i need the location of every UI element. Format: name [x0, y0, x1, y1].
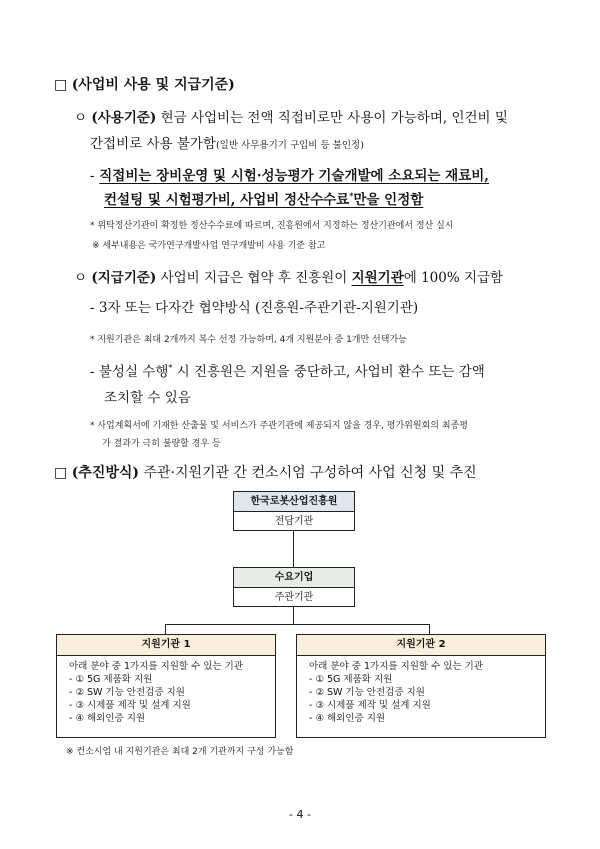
- section-method-head: (추진방식): [71, 465, 140, 481]
- payment-criteria-head: (지급기준): [91, 270, 157, 286]
- agreement-method-text: 3자 또는 다자간 협약방식 (진흥원-주관기관-지원기관): [98, 300, 419, 316]
- list-item: - ② SW 기능 안전검증 지원: [69, 687, 185, 698]
- note-unfaithful-b: 가 결과가 극히 불량할 경우 등: [102, 439, 221, 449]
- usage-criteria-head: (사용기준): [91, 110, 157, 126]
- usage-criteria-paren: (일반 사무용기기 구입비 등 불인정): [215, 140, 364, 151]
- note-support-agency: * 지원기관은 최대 2개까지 복수 선정 가능하며, 4개 지원분야 중 1개만 선택가능: [90, 335, 407, 345]
- direct-cost-text3: 만을 인정함: [353, 192, 424, 208]
- section-heading-budget: [54, 74, 235, 94]
- list-item: - ① 5G 제품화 지원: [69, 674, 153, 685]
- list-item: - ④ 해외인증 지원: [69, 713, 146, 724]
- connector-line: [165, 624, 166, 634]
- list-item: - ③ 시제품 제작 및 설계 지원: [69, 700, 191, 711]
- note-settlement: * 위탁정산기관이 확정한 정산수수료에 따르며, 진흥원에서 지정하는 정산기관에서 정산 실시: [90, 221, 454, 231]
- unfaithful-line2: 조치할 수 있음: [104, 390, 191, 406]
- dedicated-agency-name: 한국로봇산업진흥원: [234, 492, 354, 512]
- direct-cost-line2: [104, 188, 423, 208]
- page-number: - 4 -: [289, 808, 311, 821]
- dedicated-agency-role: 전담기관: [274, 516, 314, 527]
- usage-criteria-line1: [74, 106, 508, 126]
- support-agency-2-box: [296, 634, 546, 738]
- circle-bullet-icon: ㅇ: [74, 110, 88, 126]
- unfaithful-text1: 불성실 수행: [98, 364, 169, 380]
- dedicated-agency-box: [233, 491, 355, 531]
- payment-criteria-line: [74, 266, 503, 286]
- direct-cost-line1: [90, 164, 489, 184]
- support-agency-2-intro: 아래 분야 중 1가지를 지원할 수 있는 기관: [309, 661, 484, 672]
- note-unfaithful-a: * 사업계획서에 기재한 산출물 및 서비스가 주관기관에 제공되지 않을 경우, 평가위원회의 최종평: [90, 421, 468, 431]
- connector-line: [429, 624, 430, 634]
- dash-marker: -: [90, 168, 95, 184]
- list-item: - ③ 시제품 제작 및 설계 지원: [309, 700, 431, 711]
- payment-criteria-underlined: 지원기관: [351, 270, 404, 286]
- support-agency-1-intro: 아래 분야 중 1가지를 지원할 수 있는 기관: [69, 661, 244, 672]
- agreement-method: [90, 296, 418, 316]
- support-agency-2-name: 지원기관 2: [297, 635, 545, 656]
- circle-bullet-icon: ㅇ: [74, 270, 88, 286]
- usage-criteria-line2: [90, 132, 364, 152]
- lead-company-box: [233, 567, 355, 607]
- list-item: - ① 5G 제품화 지원: [309, 674, 393, 685]
- usage-criteria-line2-text: 간접비로 사용 불가함: [90, 136, 216, 152]
- dash-marker: -: [90, 300, 95, 316]
- note-reference: ※ 세부내용은 국가연구개발사업 연구개발비 사용 기준 참고: [92, 241, 326, 251]
- lead-company-role: 주관기관: [274, 592, 314, 603]
- direct-cost-text2: 컨설팅 및 시험평가비, 사업비 정산수수료: [104, 192, 350, 208]
- asterisk: *: [168, 363, 173, 373]
- list-item: - ② SW 기능 안전검증 지원: [309, 687, 425, 698]
- list-item: - ④ 해외인증 지원: [309, 713, 386, 724]
- usage-criteria-text: 현금 사업비는 전액 직접비로만 사용이 가능하며, 인건비 및: [156, 110, 508, 126]
- connector-line: [165, 624, 430, 625]
- payment-criteria-tail: 에 100% 지급함: [403, 270, 504, 286]
- section-title: (사업비 사용 및 지급기준): [71, 77, 235, 93]
- checkbox-square-icon: □: [54, 77, 68, 93]
- dash-marker: -: [90, 364, 95, 380]
- section-method-text: 주관·지원기관 간 컨소시엄 구성하여 사업 신청 및 추진: [139, 465, 477, 481]
- payment-criteria-text: 사업비 지급은 협약 후 진흥원이: [156, 270, 352, 286]
- connector-line: [293, 531, 294, 567]
- section-heading-method: [54, 462, 477, 482]
- asterisk: *: [349, 190, 354, 201]
- unfaithful-text2: 시 진흥원은 지원을 중단하고, 사업비 환수 또는 감액: [172, 364, 485, 380]
- support-agency-1-box: [56, 634, 276, 738]
- diagram-footnote: ※ 컨소시엄 내 지원기관은 최대 2개 기관까지 구성 가능함: [66, 747, 294, 757]
- connector-line: [293, 607, 294, 624]
- direct-cost-text1: 직접비는 장비운영 및 시험·성능평가 기술개발에 소요되는 재료비,: [99, 168, 489, 184]
- checkbox-square-icon: □: [54, 465, 68, 481]
- unfaithful-line1: [90, 360, 485, 380]
- support-agency-1-name: 지원기관 1: [57, 635, 275, 656]
- lead-company-name: 수요기업: [234, 568, 354, 588]
